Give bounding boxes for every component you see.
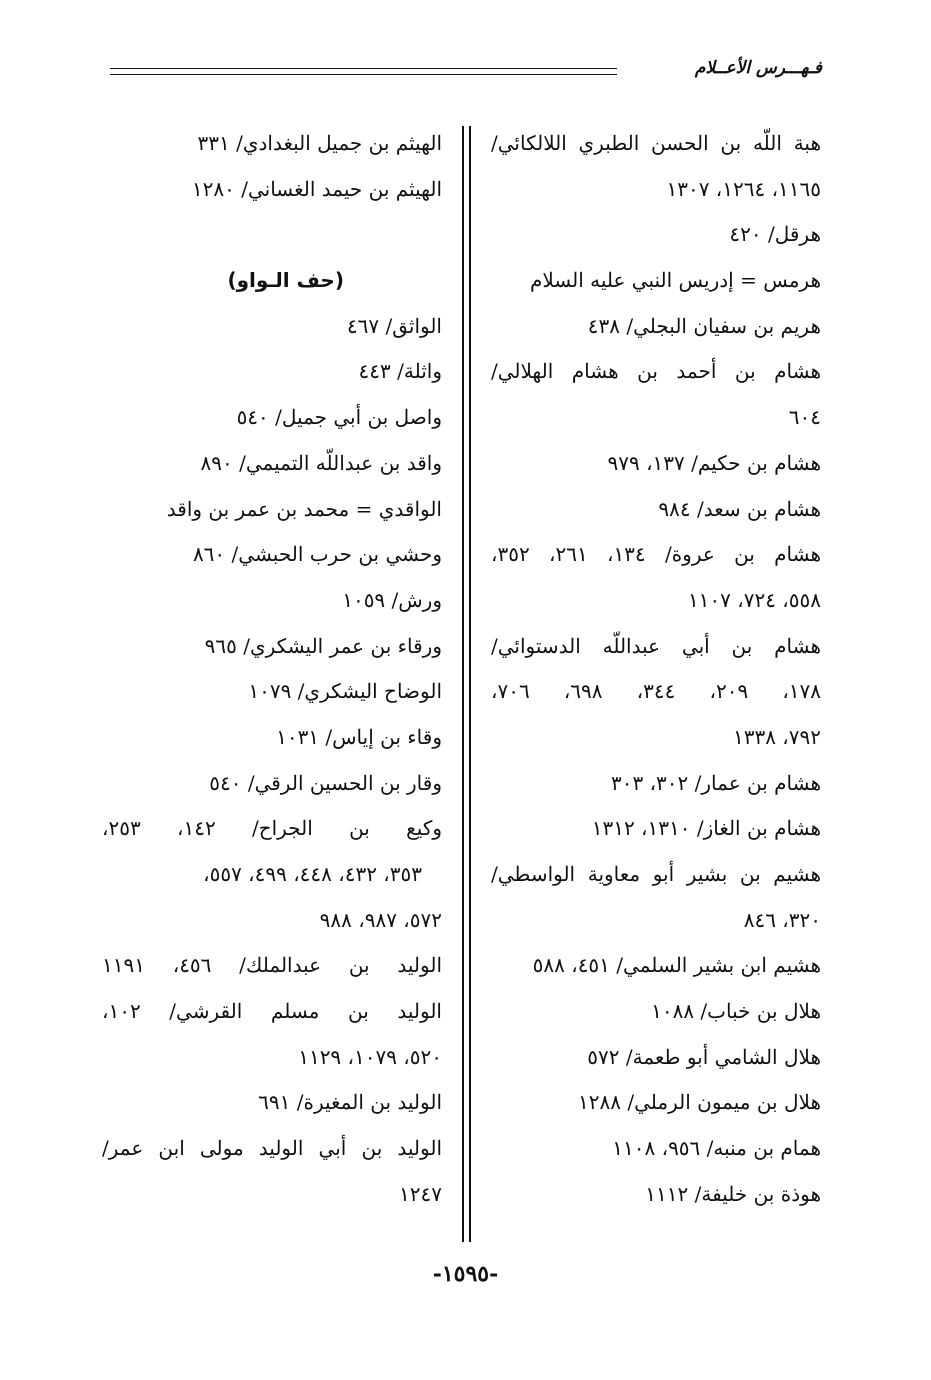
running-header-title: فـهـــرس الأعــلام xyxy=(694,58,822,78)
index-entry: وكيع بن الجراح/ ١٤٢، ٢٥٣، xyxy=(102,816,442,841)
index-entry: ورقاء بن عمر اليشكري/ ٩٦٥ xyxy=(204,633,442,658)
index-entry: هشيم ابن بشير السلمي/ ٤٥١، ٥٨٨ xyxy=(532,953,821,978)
index-entry: الوضاح اليشكري/ ١٠٧٩ xyxy=(248,679,442,704)
index-entry: ١١٦٥، ١٢٦٤، ١٣٠٧ xyxy=(666,176,821,201)
index-entry: الوليد بن المغيرة/ ٦٩١ xyxy=(258,1090,442,1115)
index-entry: ٥٢٠، ١٠٧٩، ١١٢٩ xyxy=(298,1044,442,1069)
index-entry: هبة اللّه بن الحسن الطبري اللالكائي/ xyxy=(491,131,821,155)
index-entry: هلال بن خباب/ ١٠٨٨ xyxy=(651,999,821,1024)
index-entry: ٥٧٢، ٩٨٧، ٩٨٨ xyxy=(319,907,442,932)
index-entry: الهيثم بن حيمد الغساني/ ١٢٨٠ xyxy=(191,176,442,201)
index-entry: ٥٥٨، ٧٢٤، ١١٠٧ xyxy=(687,587,821,612)
index-entry: هشام بن سعد/ ٩٨٤ xyxy=(658,496,821,521)
index-entry: الواثق/ ٤٦٧ xyxy=(346,313,442,338)
index-entry: وقار بن الحسين الرقي/ ٥٤٠ xyxy=(209,770,442,795)
index-entry: هشام بن عروة/ ١٣٤، ٢٦١، ٣٥٢، xyxy=(491,542,822,567)
index-entry: ٦٠٤ xyxy=(788,405,821,430)
index-entry: واثلة/ ٤٤٣ xyxy=(358,359,442,384)
index-entry: هلال الشامي أبو طعمة/ ٥٧٢ xyxy=(587,1044,821,1069)
index-entry: الوليد بن أبي الوليد مولى ابن عمر/ xyxy=(102,1136,442,1161)
index-entry: وقاء بن إياس/ ١٠٣١ xyxy=(276,724,442,749)
index-entry: هرقل/ ٤٢٠ xyxy=(729,222,821,247)
index-entry: واصل بن أبي جميل/ ٥٤٠ xyxy=(236,405,442,430)
index-entry: الواقدي = محمد بن عمر بن واقد xyxy=(166,496,442,521)
index-column-left xyxy=(102,121,442,1218)
page-number: -١٥٩٥- xyxy=(432,1261,499,1287)
index-entry: ١٧٨، ٢٠٩، ٣٤٤، ٦٩٨، ٧٠٦، xyxy=(491,679,822,704)
index-entry: الوليد بن عبدالملك/ ٤٥٦، ١١٩١ xyxy=(102,953,442,978)
index-entry: هشام بن حكيم/ ١٣٧، ٩٧٩ xyxy=(607,450,821,475)
index-entry: هشام بن الغاز/ ١٣١٠، ١٣١٢ xyxy=(591,816,821,841)
column-divider-right xyxy=(469,126,471,1242)
header-rule-bottom xyxy=(110,74,617,75)
index-entry: وحشي بن حرب الحبشي/ ٨٦٠ xyxy=(192,542,442,567)
index-entry: هلال بن ميمون الرملي/ ١٢٨٨ xyxy=(578,1090,821,1115)
index-entry: ٣٢٠، ٨٤٦ xyxy=(743,907,821,932)
section-heading: (حف الـواو) xyxy=(227,268,344,293)
index-entry: هرمس = إدريس النبي عليه السلام xyxy=(529,268,821,293)
index-column-right xyxy=(491,121,821,1218)
header-rule-top xyxy=(110,68,617,69)
section-spacer xyxy=(102,212,442,258)
index-entry: ١٢٤٧ xyxy=(399,1181,442,1206)
index-entry: هوذة بن خليفة/ ١١١٢ xyxy=(645,1181,821,1206)
index-entry: الوليد بن مسلم القرشي/ ١٠٢، xyxy=(102,999,442,1024)
index-entry: همام بن منبه/ ٩٥٦، ١١٠٨ xyxy=(612,1136,821,1161)
index-entry: هشام بن أحمد بن هشام الهلالي/ xyxy=(491,359,821,384)
column-divider-left xyxy=(462,126,464,1242)
index-entry: واقد بن عبداللّه التميمي/ ٨٩٠ xyxy=(200,450,442,475)
index-entry: ٣٥٣، ٤٣٢، ٤٤٨، ٤٩٩، ٥٥٧، xyxy=(203,862,422,886)
index-entry: الهيثم بن جميل البغدادي/ ٣٣١ xyxy=(197,131,442,155)
index-entry: ٧٩٢، ١٣٣٨ xyxy=(732,724,821,749)
index-entry: هشام بن عمار/ ٣٠٢، ٣٠٣ xyxy=(611,770,821,795)
running-header xyxy=(110,52,822,86)
index-entry: ورش/ ١٠٥٩ xyxy=(342,587,442,612)
index-entry: هشام بن أبي عبداللّه الدستوائي/ xyxy=(491,633,821,658)
index-entry: هشيم بن بشير أبو معاوية الواسطي/ xyxy=(491,862,821,886)
index-entry: هريم بن سفيان البجلي/ ٤٣٨ xyxy=(587,313,821,338)
